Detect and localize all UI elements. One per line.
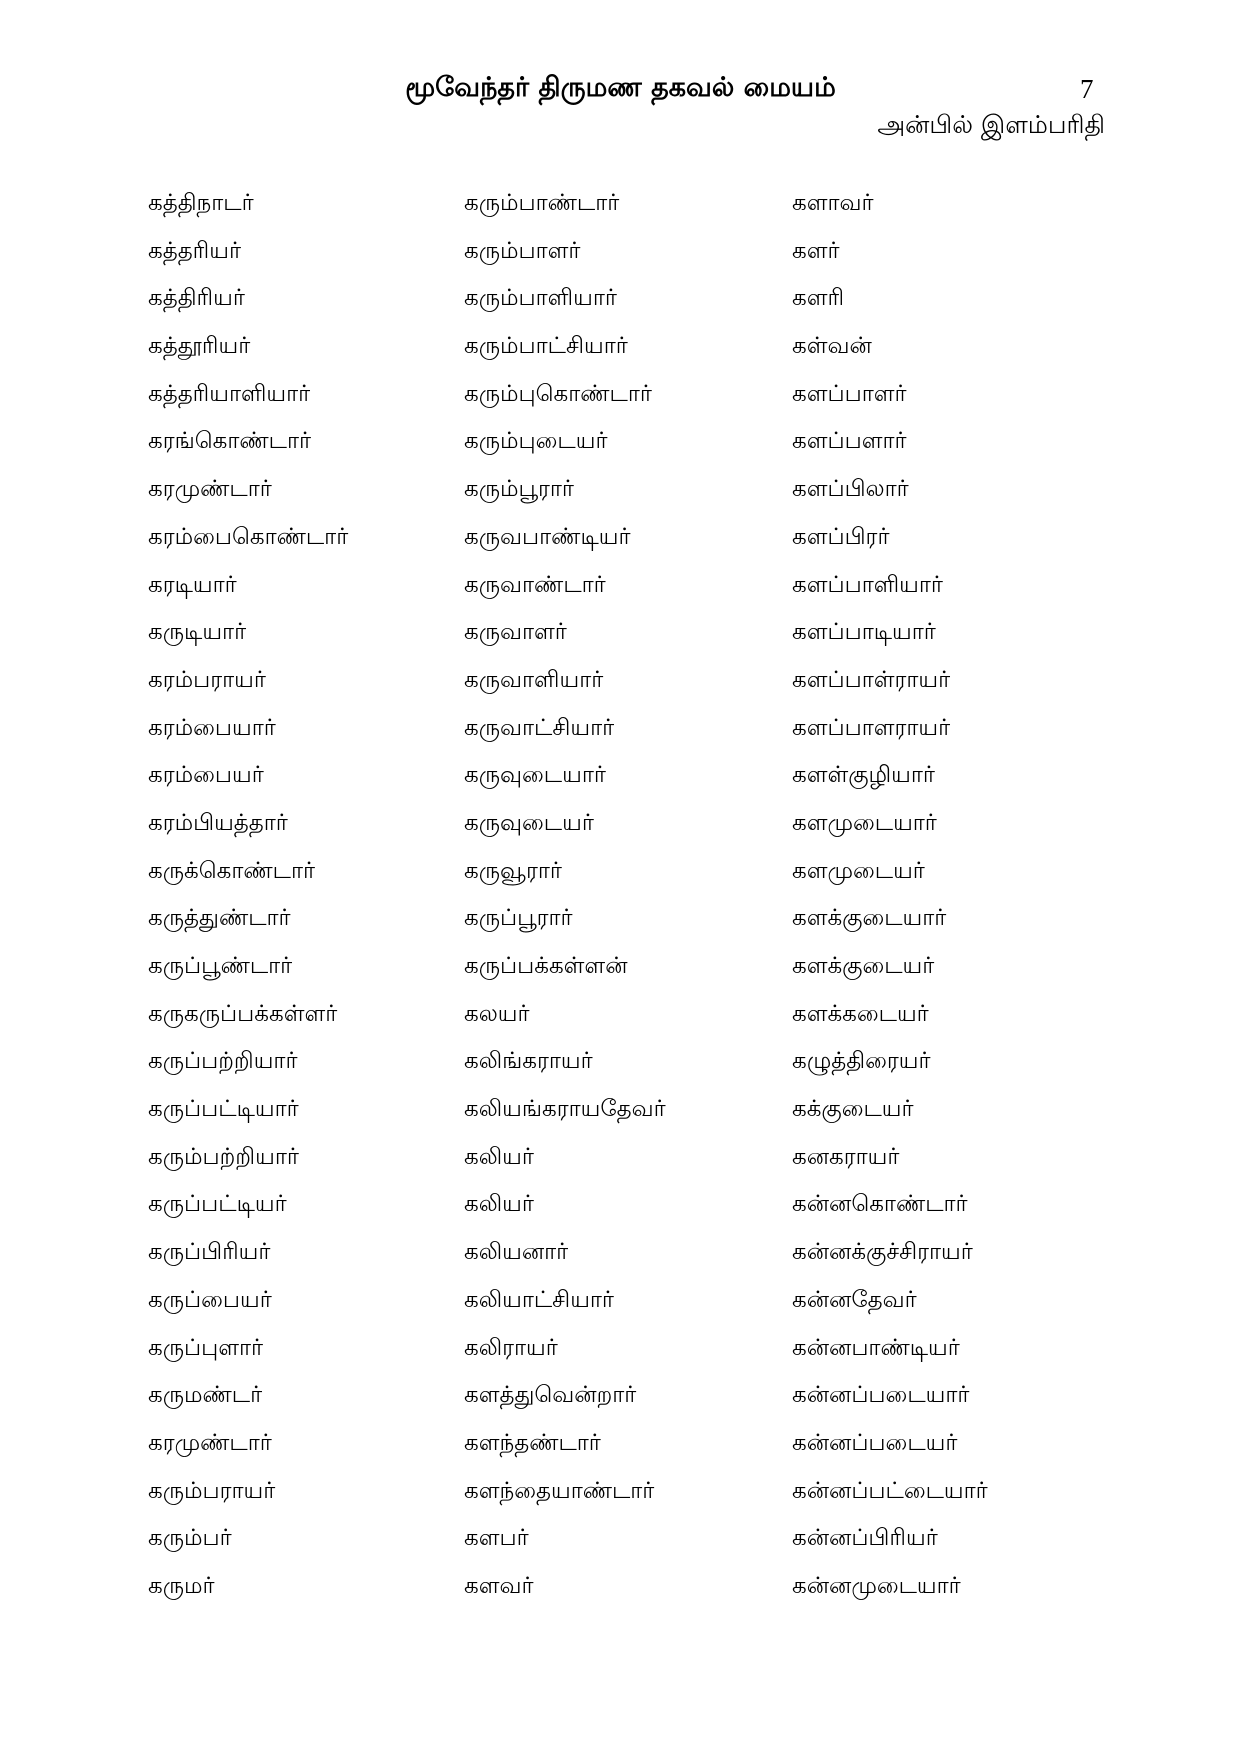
author-name: அன்பில் இளம்பரிதி (877, 110, 1105, 139)
name-entry: களமுடையார் (792, 809, 937, 836)
name-entry: கரம்பராயர் (148, 666, 266, 693)
name-entry: கன்னபாண்டியர் (792, 1334, 960, 1361)
name-entry: கரம்பியத்தார் (148, 809, 288, 836)
name-entry: கத்தரியர் (148, 237, 241, 264)
name-entry: களந்தையாண்டார் (464, 1477, 655, 1504)
name-entry: களப்பாளியார் (792, 571, 943, 598)
name-entry: களள்குழியார் (792, 762, 935, 789)
name-entry: களபர் (464, 1525, 529, 1552)
name-entry: கலியங்கராயதேவர் (464, 1096, 666, 1123)
name-entry: களாவர் (792, 190, 874, 216)
name-entry: களர் (792, 237, 840, 264)
name-entry: கருவுடையார் (464, 762, 606, 789)
name-entry: கருவபாண்டியர் (464, 523, 631, 550)
name-entry: கரும்புகொண்டார் (464, 380, 652, 407)
name-entry: கருப்பற்றியார் (148, 1048, 298, 1075)
name-entry: கரும்பராயர் (148, 1477, 276, 1504)
name-entry: களக்கடையர் (792, 1000, 929, 1027)
name-entry: கத்தரியாளியார் (148, 380, 311, 407)
name-entry: கருப்பூண்டார் (148, 953, 293, 979)
name-entry: கரும்பாளர் (464, 237, 581, 264)
name-entry: கருமண்டர் (148, 1382, 263, 1409)
name-entry: கருப்பிரியர் (148, 1239, 271, 1266)
name-entry: கரும்பாட்சியார் (464, 333, 628, 360)
name-column-2 (464, 186, 764, 1617)
name-entry: கருவுடையர் (464, 809, 594, 836)
name-entry: கனகராயர் (792, 1143, 900, 1170)
name-entry: கருடியார் (148, 619, 247, 646)
name-entry: கரங்கொண்டார் (148, 428, 311, 455)
name-entry: கன்னப்பிரியர் (792, 1525, 938, 1552)
name-entry: கருவாளர் (464, 619, 567, 646)
name-entry: கத்தூரியர் (148, 333, 251, 360)
name-entry: கலியனார் (464, 1239, 569, 1266)
name-entry: கருக்கொண்டார் (148, 857, 315, 884)
page-title: மூவேந்தர் திருமண தகவல் மையம் (405, 72, 836, 103)
name-entry: களமுடையர் (792, 857, 925, 884)
name-entry: கரம்பையர் (148, 762, 264, 789)
name-entry: களக்குடையார் (792, 905, 947, 932)
name-column-3 (792, 186, 1092, 1617)
name-entry: கருப்பக்கள்ளன் (464, 953, 628, 979)
name-entry: கரம்பைகொண்டார் (148, 523, 349, 550)
page-number: 7 (1080, 74, 1094, 104)
name-entry: கலிராயர் (464, 1334, 558, 1361)
name-entry: கரம்பையார் (148, 714, 276, 741)
name-entry: கரும்பாளியார் (464, 285, 617, 312)
name-entry: கருவாளியார் (464, 666, 604, 693)
name-entry: கக்குடையர் (792, 1096, 914, 1123)
name-column-1 (148, 186, 448, 1617)
name-entry: கன்னப்படையர் (792, 1429, 958, 1456)
name-entry: கன்னப்படையார் (792, 1382, 970, 1409)
name-entry: களப்பிலார் (792, 476, 909, 503)
name-entry: கருப்பூரார் (464, 905, 573, 932)
name-entry: கருவூரார் (464, 857, 562, 884)
name-entry: கரும்பர் (148, 1525, 232, 1552)
name-entry: கலியாட்சியார் (464, 1286, 614, 1313)
name-entry: களக்குடையர் (792, 953, 935, 979)
name-entry: கரும்பற்றியார் (148, 1143, 299, 1170)
name-entry: களரி (792, 285, 845, 312)
name-entry: கரும்புடையர் (464, 428, 608, 455)
name-entry: கன்னமுடையார் (792, 1572, 961, 1599)
name-entry: கன்னக்குச்சிராயர் (792, 1239, 973, 1266)
name-entry: கரமுண்டார் (148, 476, 272, 503)
name-entry: கள்வன் (792, 333, 872, 360)
name-entry: கரும்பூரார் (464, 476, 574, 503)
name-entry: கருவாண்டார் (464, 571, 606, 598)
name-entry: கன்னதேவர் (792, 1286, 917, 1313)
name-entry: கரமுண்டார் (148, 1429, 272, 1456)
name-entry: கருப்புளார் (148, 1334, 264, 1361)
name-entry: கத்திரியர் (148, 285, 245, 312)
name-entry: கலியர் (464, 1191, 534, 1218)
name-entry: களப்பளார் (792, 428, 907, 455)
name-entry: கத்திநாடர் (148, 190, 254, 216)
name-entry: கலியர் (464, 1143, 534, 1170)
name-entry: கலயர் (464, 1000, 530, 1027)
name-entry: களத்துவென்றார் (464, 1382, 637, 1409)
name-entry: கரடியார் (148, 571, 237, 598)
name-entry: கன்னப்பட்டையார் (792, 1477, 988, 1504)
name-entry: களப்பாளராயர் (792, 714, 951, 741)
name-entry: கருப்பட்டியார் (148, 1096, 299, 1123)
name-entry: கருப்பையர் (148, 1286, 272, 1313)
name-entry: கன்னகொண்டார் (792, 1191, 968, 1218)
name-entry: களவர் (464, 1572, 534, 1599)
name-entry: கருத்துண்டார் (148, 905, 291, 932)
name-entry: கழுத்திரையர் (792, 1048, 931, 1075)
name-entry: களப்பாடியார் (792, 619, 936, 646)
name-entry: கருமர் (148, 1572, 215, 1599)
name-entry: கருகருப்பக்கள்ளர் (148, 1000, 338, 1027)
name-entry: கருப்பட்டியர் (148, 1191, 287, 1218)
name-entry: களப்பாளர் (792, 380, 907, 407)
name-entry: கருவாட்சியார் (464, 714, 615, 741)
name-entry: களப்பாள்ராயர் (792, 666, 951, 693)
name-entry: களப்பிரர் (792, 523, 890, 550)
name-entry: கரும்பாண்டார் (464, 190, 620, 216)
name-entry: கலிங்கராயர் (464, 1048, 593, 1075)
name-entry: களந்தண்டார் (464, 1429, 601, 1456)
